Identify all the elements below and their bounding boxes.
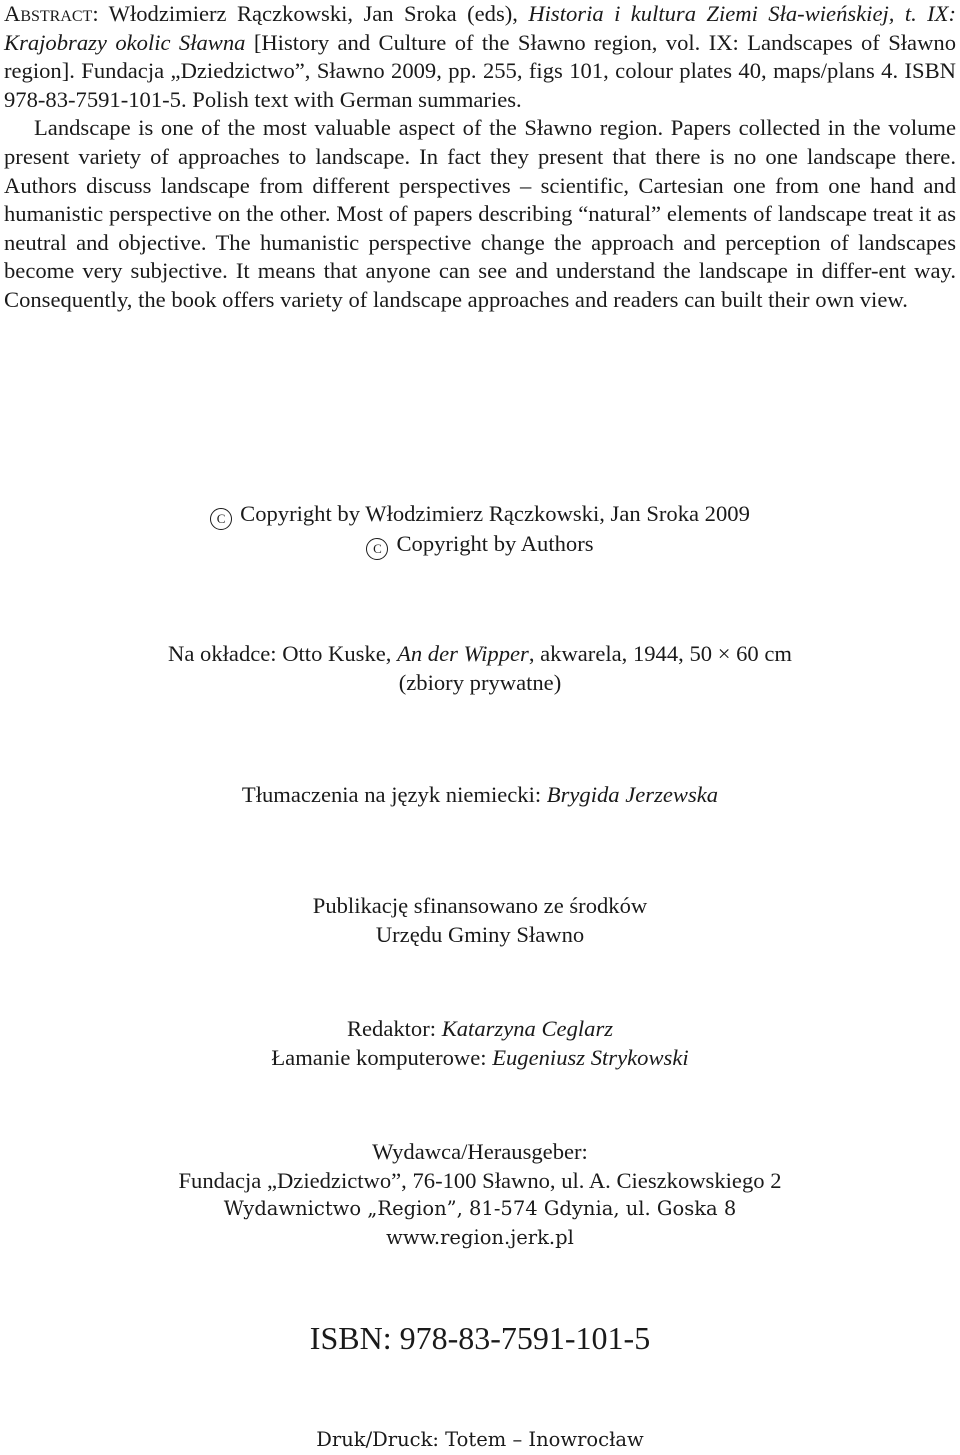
copyright-line-1-text: Copyright by Włodzimierz Rączkowski, Jan Sroka 2009 [240, 501, 750, 526]
cover-credit-block [0, 640, 960, 697]
translator-name: Brygida Jerzewska [546, 782, 719, 807]
print-value: Totem – Inowrocław [445, 1428, 644, 1451]
publisher-line-2: Wydawnictwo „Region”, 81-574 Gdynia, ul. Goska 8 [223, 1197, 737, 1221]
isbn-block [0, 1318, 960, 1358]
publisher-url: www.region.jerk.pl [386, 1225, 574, 1249]
copyright-line-2 [0, 530, 960, 560]
abstract-section [4, 0, 956, 315]
cover-credit-prefix: Na okładce: Otto Kuske, [168, 641, 398, 666]
print-line [0, 1426, 960, 1455]
translation-credit [0, 781, 960, 810]
abstract-book-title: Historia i kultura Ziemi Sła-wieńskiej, t. IX: Krajobrazy okolic Sławna [4, 1, 957, 55]
cover-artwork-title: An der Wipper [397, 641, 529, 666]
copyright-block [0, 500, 960, 560]
funding-block [0, 892, 960, 949]
cover-credit-line-2: (zbiory prywatne) [398, 669, 562, 695]
cover-credit-line-1 [0, 640, 960, 669]
publisher-line-1: Fundacja „Dziedzictwo”, 76-100 Sławno, ul. A. Cieszkowskiego 2 [178, 1167, 782, 1193]
copyright-line-2-text: Copyright by Authors [396, 531, 594, 556]
layout-line [0, 1044, 960, 1073]
cover-credit-suffix: , akwarela, 1944, 50 × 60 cm [528, 641, 792, 666]
layout-label: Łamanie komputerowe: [271, 1044, 493, 1070]
copyright-line-1 [0, 500, 960, 530]
isbn-text: ISBN: 978-83-7591-101-5 [309, 1320, 651, 1356]
editor-line [0, 1015, 960, 1044]
translation-line [0, 781, 960, 810]
publisher-heading: Wydawca/Herausgeber: [372, 1139, 588, 1164]
layout-name: Eugeniusz Strykowski [492, 1044, 689, 1070]
editors-block [0, 1015, 960, 1072]
translation-label: Tłumaczenia na język niemiecki: [241, 782, 547, 807]
print-block [0, 1426, 960, 1455]
copyright-icon: C [366, 538, 388, 560]
print-label: Druk/Druck: [316, 1428, 446, 1451]
publisher-block [0, 1138, 960, 1252]
abstract-bibliographic-rest: [History and Culture of the Sławno region, vol. IX: Landscapes of Sławno region]. Fundacja „Dziedzictwo”, Sławno 2009, pp. 255, figs 101, colour plates 40, maps/plans 4. ISBN 978-83-7591-101-5. Polish text with German summaries. [4, 29, 956, 112]
abstract-label: Abstract [4, 1, 93, 26]
abstract-paragraph-bibliographic [4, 0, 956, 114]
abstract-paragraph-body: Landscape is one of the most valuable aspect of the Sławno region. Papers collected in the volume present variety of approaches to landscape. In fact they present that there is no one landscape there. Authors discuss landscape from different perspectives – scientific, Cartesian one from one hand and humanistic perspective on the other. Most of papers describing “natural” elements of landscape treat it as neutral and objective. The humanistic perspective change the approach and perception of landscapes become very subjective. It means that anyone can see and understand the landscape in differ-ent way. Consequently, the book offers variety of landscape approaches and readers can built their own view. [4, 115, 956, 312]
funding-line-1: Publikację sfinansowano ze środków [312, 893, 648, 918]
copyright-icon: C [210, 508, 232, 530]
editor-label: Redaktor: [346, 1016, 442, 1041]
funding-line-2: Urzędu Gminy Sławno [375, 921, 585, 947]
editor-name: Katarzyna Ceglarz [441, 1016, 614, 1041]
abstract-lead: : Włodzimierz Rączkowski, Jan Sroka (eds), [92, 1, 529, 26]
